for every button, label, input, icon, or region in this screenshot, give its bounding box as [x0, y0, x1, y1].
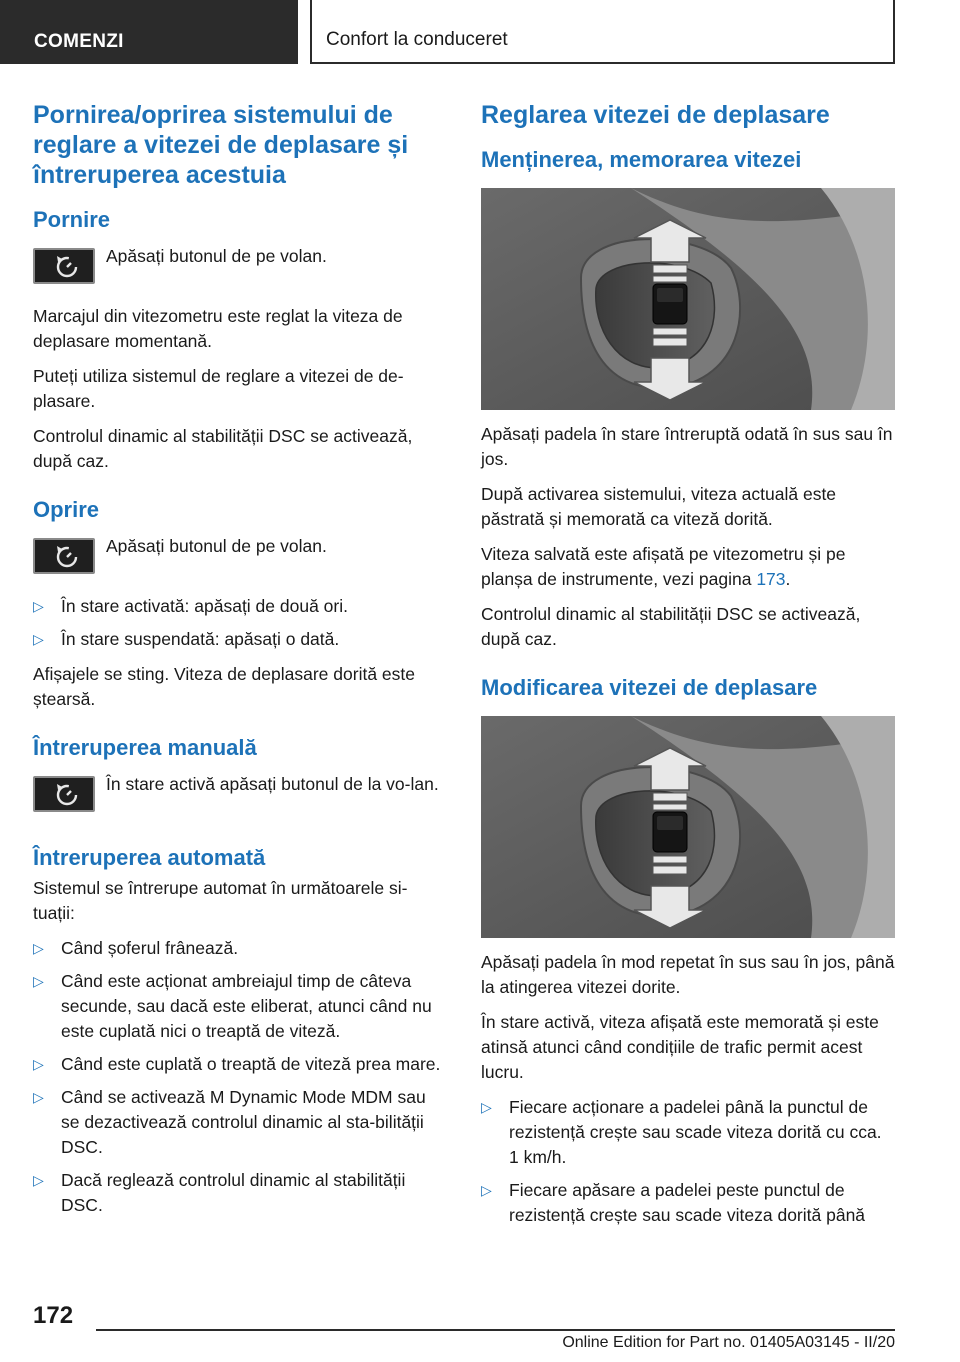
list-item: ▷ Când este acționat ambreiajul timp de câteva secunde, sau dacă este eliberat, atunci când nu este cuplată nici o treaptă de viteză.	[33, 971, 432, 1041]
triangle-bullet-icon: ▷	[33, 940, 44, 956]
modify-paragraph-2: În stare activă, viteza afișată este memorată și este atinsă atunci când condițiile de trafic permit acest lucru.	[481, 1012, 879, 1082]
steering-wheel-paddle-illustration	[481, 188, 895, 410]
list-item: ▷ În stare suspendată: apăsați o dată.	[33, 627, 443, 652]
start-paragraph-3: Controlul dinamic al stabilității DSC se activează, după caz.	[33, 426, 413, 471]
list-item: ▷ În stare activată: apăsați de două ori.	[33, 594, 443, 619]
manual-button-text: În stare activă apăsați butonul de la vo-lan.	[106, 774, 439, 794]
list-item: ▷ Fiecare acționare a padelei până la punctul de rezistență crește sau scade viteza dorită cu cca. 1 km/h.	[481, 1097, 882, 1167]
manual-button-row	[33, 772, 443, 824]
section-tab	[0, 0, 298, 64]
steering-wheel-paddle-illustration	[481, 716, 895, 938]
chapter-title: Confort la conduceret	[326, 29, 508, 50]
stop-list	[33, 594, 443, 652]
left-column	[33, 100, 443, 1228]
stop-button-text: Apăsați butonul de pe volan.	[106, 536, 327, 556]
start-button-text: Apăsați butonul de pe volan.	[106, 246, 327, 266]
list-item: ▷ Dacă reglează controlul dinamic al stabilității DSC.	[33, 1170, 406, 1215]
keep-paragraph-2: După activarea sistemului, viteza actuală este păstrată și memorată ca viteză dorită.	[481, 484, 837, 529]
left-title: Pornirea/oprirea sistemului de reglare a vitezei de deplasare și întreruperea acestuia	[33, 101, 409, 189]
section-title: COMENZI	[34, 31, 124, 52]
list-item: ▷ Când este cuplată o treaptă de viteză prea mare.	[33, 1052, 443, 1077]
stop-button-row	[33, 534, 443, 586]
start-button-row	[33, 244, 443, 296]
heading-manual: Întreruperea manuală	[33, 735, 257, 760]
modify-list	[481, 1095, 895, 1228]
list-item: ▷ Când se activează M Dynamic Mode MDM sau se dezactivează controlul dinamic al sta-bilității DSC.	[33, 1087, 426, 1157]
list-item: ▷ Fiecare apăsare a padelei peste punctul de rezistență crește sau scade viteza dorită până	[481, 1180, 866, 1225]
triangle-bullet-icon: ▷	[33, 973, 44, 989]
keep-paragraph-3: Viteza salvată este afișată pe vitezometru și pe planșa de instrumente, vezi pagina 173.	[481, 544, 846, 589]
page-number: 172	[33, 1302, 74, 1329]
triangle-bullet-icon: ▷	[481, 1099, 492, 1115]
auto-intro: Sistemul se întrerupe automat în următoarele si-tuații:	[33, 878, 408, 923]
chapter-tab	[310, 0, 895, 64]
auto-list	[33, 936, 443, 1218]
footer-edition: Online Edition for Part no. 01405A03145 - II/20	[562, 1334, 895, 1351]
keep-paragraph-4: Controlul dinamic al stabilității DSC se activează, după caz.	[481, 604, 861, 649]
list-item: ▷ Când șoferul frânează.	[33, 936, 443, 961]
heading-start: Pornire	[33, 207, 111, 232]
start-paragraph-1: Marcajul din vitezometru este reglat la viteza de deplasare momentană.	[33, 306, 403, 351]
right-title: Reglarea vitezei de deplasare	[481, 101, 830, 129]
page-reference-link[interactable]: 173	[756, 569, 786, 589]
triangle-bullet-icon: ▷	[33, 1056, 44, 1072]
heading-auto: Întreruperea automată	[33, 845, 266, 870]
stop-paragraph-1: Afișajele se sting. Viteza de deplasare dorită este ștearsă.	[33, 664, 415, 709]
triangle-bullet-icon: ▷	[33, 1172, 44, 1188]
right-column	[481, 100, 895, 1238]
start-paragraph-2: Puteți utiliza sistemul de reglare a vitezei de de-plasare.	[33, 366, 404, 411]
heading-modify: Modificarea vitezei de deplasare	[481, 675, 818, 700]
heading-stop: Oprire	[33, 497, 100, 522]
footer-divider	[96, 1329, 895, 1331]
triangle-bullet-icon: ▷	[481, 1182, 492, 1198]
modify-paragraph-1: Apăsați padela în mod repetat în sus sau în jos, până la atingerea vitezei dorite.	[481, 952, 895, 997]
triangle-bullet-icon: ▷	[33, 631, 44, 647]
cruise-control-button-icon	[33, 776, 95, 812]
triangle-bullet-icon: ▷	[33, 1089, 44, 1105]
keep-paragraph-1: Apăsați padela în stare întreruptă odată în sus sau în jos.	[481, 424, 893, 469]
heading-keep: Menținerea, memorarea vitezei	[481, 147, 802, 172]
cruise-control-button-icon	[33, 248, 95, 284]
cruise-control-button-icon	[33, 538, 95, 574]
triangle-bullet-icon: ▷	[33, 598, 44, 614]
